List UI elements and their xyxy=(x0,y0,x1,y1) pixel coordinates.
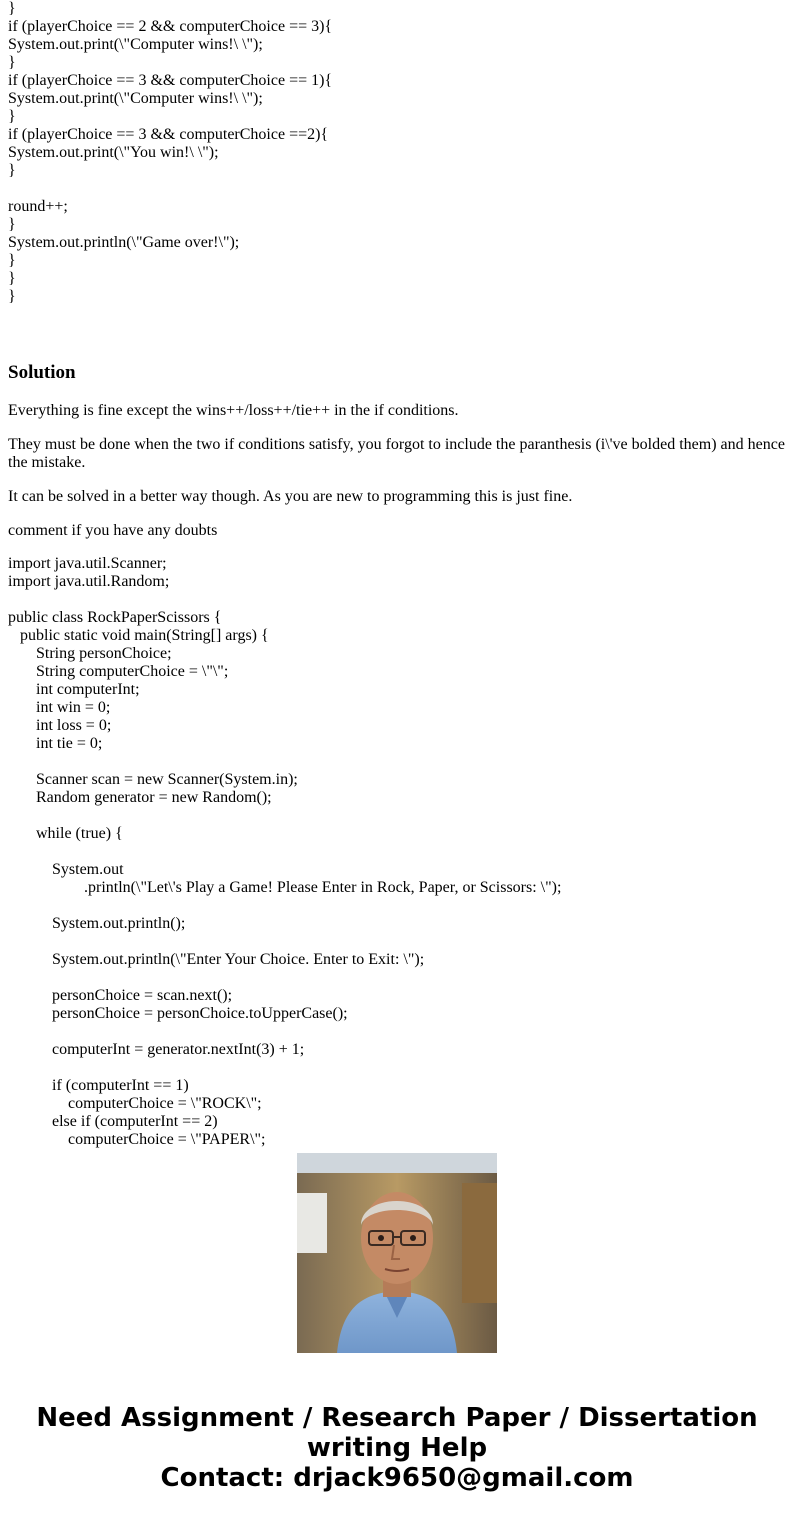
code-line: public static void main(String[] args) { xyxy=(8,627,269,644)
code-line: import java.util.Scanner; xyxy=(8,555,167,572)
code-line: if (playerChoice == 3 && computerChoice ==2){ xyxy=(8,126,329,143)
code-line xyxy=(8,897,788,915)
code-line: System.out.println(\"Game over!\"); xyxy=(8,234,240,251)
promo-line-1: Need Assignment / Research Paper / Dissertation xyxy=(36,1403,758,1433)
code-line: computerChoice = \"ROCK\"; xyxy=(8,1095,262,1112)
question-code-snippet xyxy=(8,0,788,306)
code-line xyxy=(8,1023,788,1041)
code-line xyxy=(8,843,788,861)
code-line xyxy=(8,180,788,198)
promo-banner xyxy=(0,1403,794,1493)
code-line: } xyxy=(8,54,16,71)
author-avatar xyxy=(297,1153,497,1353)
code-line: while (true) { xyxy=(8,825,123,842)
code-line xyxy=(8,807,788,825)
solution-paragraph-2: They must be done when the two if conditions satisfy, you forgot to include the paranthesis (i\'ve bolded them) and hence the mistake. xyxy=(8,436,785,471)
solution-paragraph-3: It can be solved in a better way though. As you are new to programming this is just fine. xyxy=(8,488,573,505)
code-line: if (computerInt == 1) xyxy=(8,1077,189,1094)
code-line: } xyxy=(8,270,16,287)
code-line: int loss = 0; xyxy=(8,717,112,734)
code-line: int computerInt; xyxy=(8,681,140,698)
code-line: } xyxy=(8,108,16,125)
code-line: String personChoice; xyxy=(8,645,172,662)
code-line: System.out xyxy=(8,861,124,878)
solution-code-snippet xyxy=(8,555,788,1148)
solution-paragraph-4: comment if you have any doubts xyxy=(8,522,218,539)
code-line: computerChoice = \"PAPER\"; xyxy=(8,1131,266,1148)
code-line: } xyxy=(8,162,16,179)
code-line: Scanner scan = new Scanner(System.in); xyxy=(8,771,298,788)
code-line: int win = 0; xyxy=(8,699,111,716)
code-line: System.out.print(\"Computer wins!\ \"); xyxy=(8,90,263,107)
code-line: System.out.println(); xyxy=(8,915,186,932)
code-line xyxy=(8,1059,788,1077)
solution-heading: Solution xyxy=(8,362,76,383)
code-line: System.out.println(\"Enter Your Choice. Enter to Exit: \"); xyxy=(8,951,425,968)
promo-line-2: writing Help xyxy=(306,1433,488,1463)
code-line xyxy=(8,933,788,951)
code-line: } xyxy=(8,288,16,305)
code-line: int tie = 0; xyxy=(8,735,103,752)
code-line xyxy=(8,969,788,987)
code-line: System.out.print(\"You win!\ \"); xyxy=(8,144,219,161)
code-line: computerInt = generator.nextInt(3) + 1; xyxy=(8,1041,305,1058)
solution-paragraph-1: Everything is fine except the wins++/loss++/tie++ in the if conditions. xyxy=(8,402,459,419)
code-line: System.out.print(\"Computer wins!\ \"); xyxy=(8,36,263,53)
code-line: public class RockPaperScissors { xyxy=(8,609,222,626)
code-line: import java.util.Random; xyxy=(8,573,170,590)
code-line: personChoice = scan.next(); xyxy=(8,987,233,1004)
promo-contact-line: Contact: drjack9650@gmail.com xyxy=(160,1463,634,1493)
code-line: String computerChoice = \"\"; xyxy=(8,663,229,680)
author-portrait-icon xyxy=(297,1153,497,1353)
code-line: personChoice = personChoice.toUpperCase(); xyxy=(8,1005,348,1022)
code-line: } xyxy=(8,252,16,269)
code-line: Random generator = new Random(); xyxy=(8,789,272,806)
code-line xyxy=(8,591,788,609)
code-line: round++; xyxy=(8,198,68,215)
code-line: } xyxy=(8,216,16,233)
code-line: .println(\"Let\'s Play a Game! Please Enter in Rock, Paper, or Scissors: \"); xyxy=(8,879,562,896)
code-line: if (playerChoice == 2 && computerChoice == 3){ xyxy=(8,18,333,35)
code-line xyxy=(8,753,788,771)
code-line: else if (computerInt == 2) xyxy=(8,1113,218,1130)
code-line: if (playerChoice == 3 && computerChoice == 1){ xyxy=(8,72,333,89)
code-line: } xyxy=(8,0,16,17)
